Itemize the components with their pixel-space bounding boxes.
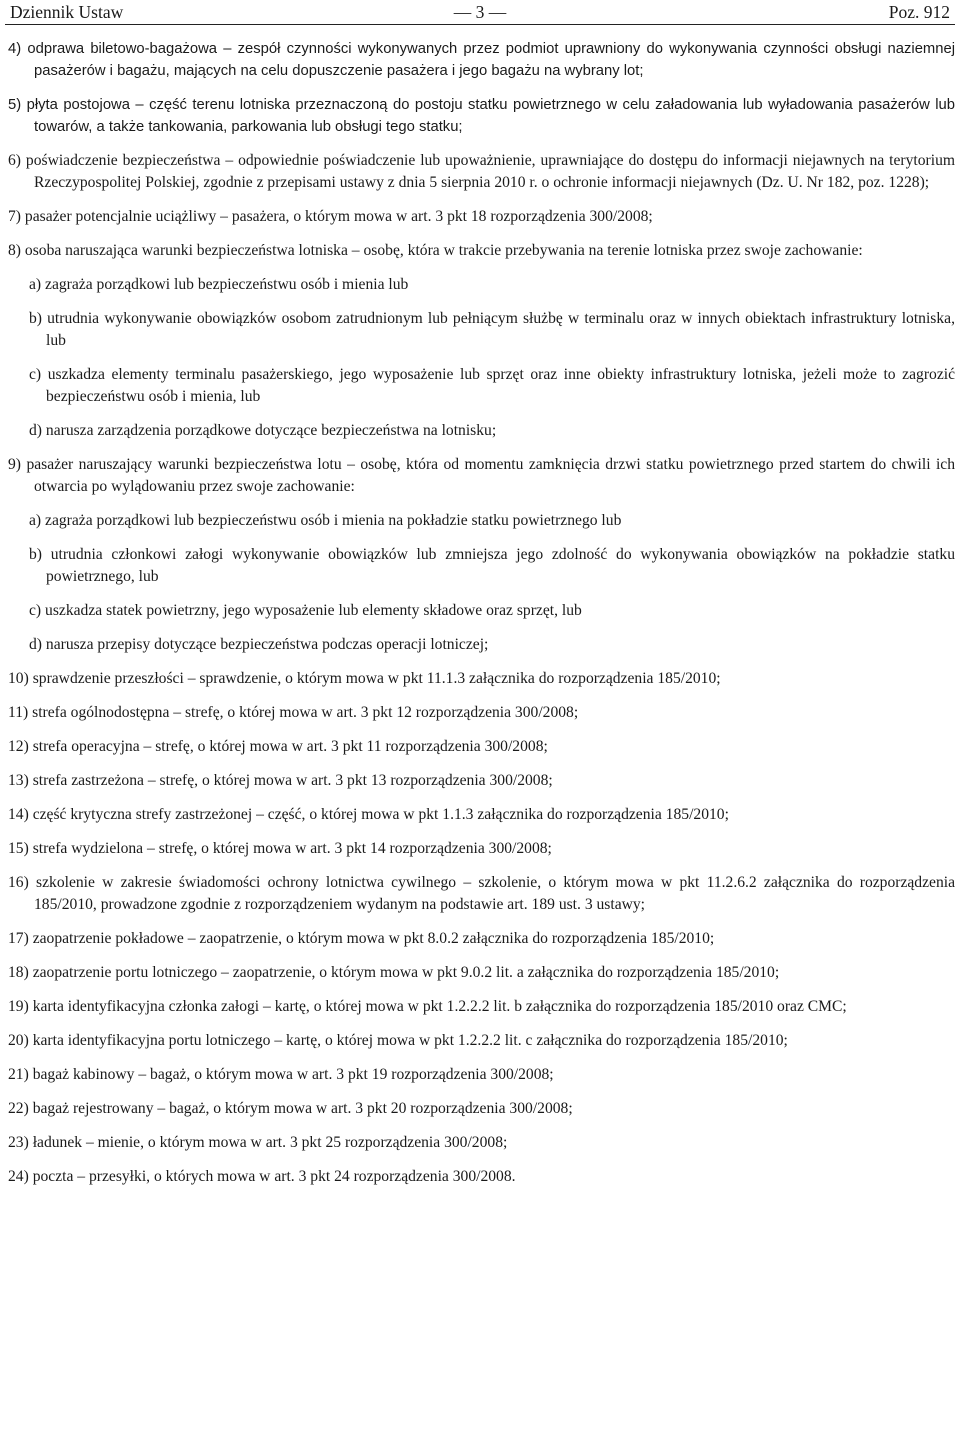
sub-item: c) uszkadza statek powietrzny, jego wyposażenie lub elementy składowe oraz sprzęt, lub <box>29 602 582 619</box>
definition-item: 9) pasażer naruszający warunki bezpieczeństwa lotu – osobę, która od momentu zamknięcia drzwi statku powietrznego przed startem do chwili ich otwarcia po wylądowaniu przez swoje zachowanie: <box>8 456 955 495</box>
sub-item: a) zagraża porządkowi lub bezpieczeństwu osób i mienia lub <box>29 276 409 293</box>
definition-item: 14) część krytyczna strefy zastrzeżonej – część, o której mowa w pkt 1.1.3 załącznika do rozporządzenia 185/2010; <box>8 806 729 823</box>
definition-item: 16) szkolenie w zakresie świadomości ochrony lotnictwa cywilnego – szkolenie, o którym mowa w pkt 11.2.6.2 załącznika do rozporządzenia 185/2010, prowadzone zgodnie z rozporządzeniem wydanym na podstawie art. 189 ust. 3 ustawy; <box>8 874 955 913</box>
position-number: Poz. 912 <box>888 2 950 22</box>
definition-item: 10) sprawdzenie przeszłości – sprawdzenie, o którym mowa w pkt 11.1.3 załącznika do rozporządzenia 185/2010; <box>8 670 721 687</box>
definition-item: 17) zaopatrzenie pokładowe – zaopatrzenie, o którym mowa w pkt 8.0.2 załącznika do rozporządzenia 185/2010; <box>8 930 715 947</box>
definition-item: 8) osoba naruszająca warunki bezpieczeństwa lotniska – osobę, która w trakcie przebywania na terenie lotniska przez swoje zachowanie: <box>8 242 863 259</box>
sub-item: a) zagraża porządkowi lub bezpieczeństwu osób i mienia na pokładzie statku powietrznego lub <box>29 512 622 529</box>
sub-item: c) uszkadza elementy terminalu pasażerskiego, jego wyposażenie lub sprzęt oraz inne obiekty infrastruktury lotniska, jeżeli może to zagrozić bezpieczeństwu osób i mienia, lub <box>29 366 955 405</box>
definition-item: 23) ładunek – mienie, o którym mowa w art. 3 pkt 25 rozporządzenia 300/2008; <box>8 1134 508 1151</box>
sub-item: b) utrudnia wykonywanie obowiązków osobom zatrudnionym lub pełniącym służbę w terminalu oraz w innych obiektach infrastruktury lotniska, lub <box>29 310 955 349</box>
definition-item: 13) strefa zastrzeżona – strefę, o której mowa w art. 3 pkt 13 rozporządzenia 300/2008; <box>8 772 553 789</box>
sub-item: d) narusza zarządzenia porządkowe dotyczące bezpieczeństwa na lotnisku; <box>29 422 497 439</box>
page-header <box>5 0 955 25</box>
definition-item: 19) karta identyfikacyjna członka załogi – kartę, o której mowa w pkt 1.2.2.2 lit. b załącznika do rozporządzenia 185/2010 oraz CMC; <box>8 998 847 1015</box>
definition-item: 22) bagaż rejestrowany – bagaż, o którym mowa w art. 3 pkt 20 rozporządzenia 300/2008; <box>8 1100 573 1117</box>
definition-item: 7) pasażer potencjalnie uciążliwy – pasażera, o którym mowa w art. 3 pkt 18 rozporządzenia 300/2008; <box>8 208 653 225</box>
definitions-list <box>5 25 955 1188</box>
definition-item: 20) karta identyfikacyjna portu lotniczego – kartę, o której mowa w pkt 1.2.2.2 lit. c załącznika do rozporządzenia 185/2010; <box>8 1032 788 1049</box>
definition-item: 12) strefa operacyjna – strefę, o której mowa w art. 3 pkt 11 rozporządzenia 300/2008; <box>8 738 548 755</box>
definition-item: 11) strefa ogólnodostępna – strefę, o której mowa w art. 3 pkt 12 rozporządzenia 300/2008; <box>8 704 579 721</box>
definition-item: 6) poświadczenie bezpieczeństwa – odpowiednie poświadczenie lub upoważnienie, uprawniające do dostępu do informacji niejawnych na terytorium Rzeczypospolitej Polskiej, zgodnie z przepisami ustawy z dnia 5 sierpnia 2010 r. o ochronie informacji niejawnych (Dz. U. Nr 182, poz. 1228); <box>8 152 956 191</box>
journal-title: Dziennik Ustaw <box>10 2 124 22</box>
definition-item: 24) poczta – przesyłki, o których mowa w art. 3 pkt 24 rozporządzenia 300/2008. <box>8 1168 516 1185</box>
definition-item: 18) zaopatrzenie portu lotniczego – zaopatrzenie, o którym mowa w pkt 9.0.2 lit. a załącznika do rozporządzenia 185/2010; <box>8 964 780 981</box>
definition-item: 4) odprawa biletowo-bagażowa – zespół czynności wykonywanych przez podmiot uprawniony do wykonywania czynności obsługi naziemnej pasażerów i bagażu, mających na celu dopuszczenie pasażera i jego bagażu na wybrany lot; <box>8 41 955 79</box>
definition-item: 5) płyta postojowa – część terenu lotniska przeznaczoną do postoju statku powietrznego w celu załadowania lub wyładowania pasażerów lub towarów, a także tankowania, parkowania lub obsługi tego statku; <box>8 97 955 135</box>
sub-item: d) narusza przepisy dotyczące bezpieczeństwa podczas operacji lotniczej; <box>29 636 489 653</box>
definition-item: 15) strefa wydzielona – strefę, o której mowa w art. 3 pkt 14 rozporządzenia 300/2008; <box>8 840 552 857</box>
sub-item: b) utrudnia członkowi załogi wykonywanie obowiązków lub zmniejsza jego zdolność do wykonywania obowiązków na pokładzie statku powietrznego, lub <box>29 546 955 585</box>
definition-item: 21) bagaż kabinowy – bagaż, o którym mowa w art. 3 pkt 19 rozporządzenia 300/2008; <box>8 1066 554 1083</box>
page-number: — 3 — <box>453 2 507 22</box>
